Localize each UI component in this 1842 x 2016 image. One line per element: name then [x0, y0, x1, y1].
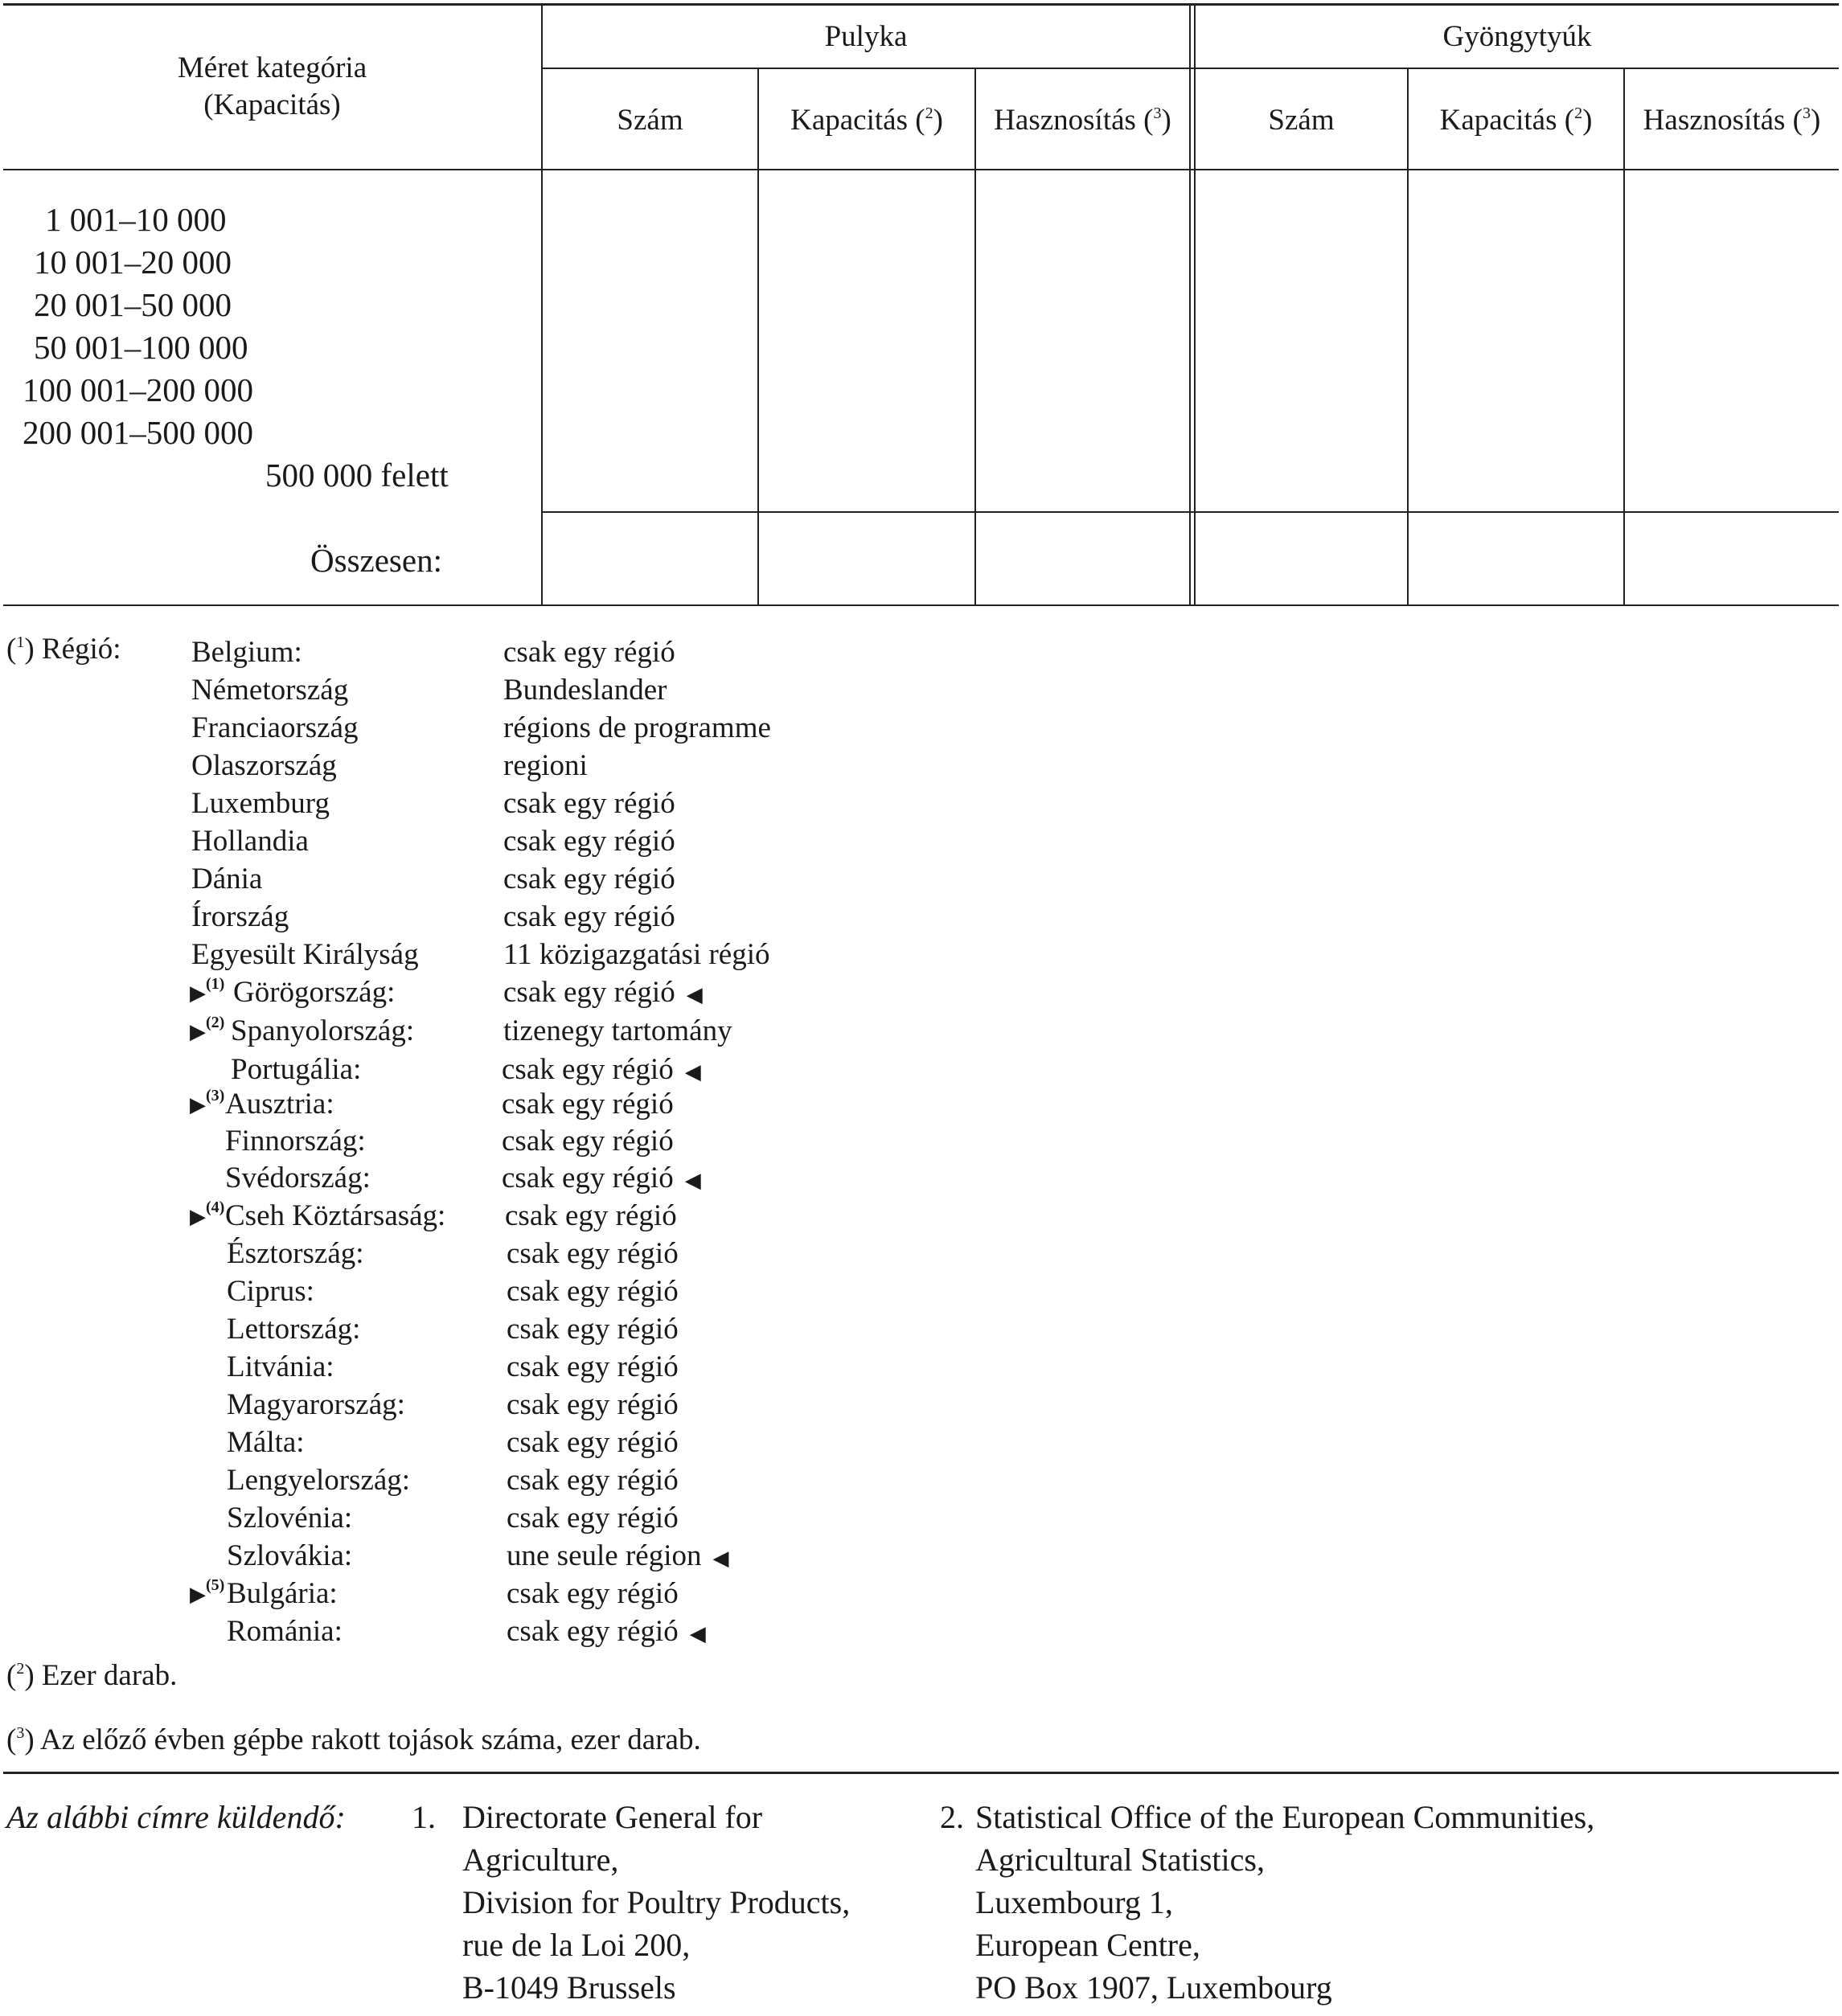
region-value	[507, 1501, 679, 1535]
region-value	[507, 1614, 706, 1649]
region-value	[503, 937, 770, 972]
play-arrow-icon: ▶	[190, 981, 206, 1005]
footnote-text: ) Az előző évben gépbe rakott tojások száma, ezer darab.	[24, 1723, 701, 1756]
region-country: Észtország:	[227, 1237, 364, 1270]
column-header-close: )	[1161, 104, 1171, 137]
region-country: Belgium:	[191, 636, 302, 669]
amendment-end-marker-icon: ◀	[684, 1060, 701, 1084]
region-country: Olaszország	[191, 749, 337, 782]
region-value-text: csak egy régió	[502, 1125, 674, 1158]
footnote-ref: 3	[1803, 104, 1811, 122]
column-header-hasznositas	[976, 103, 1189, 137]
play-arrow-icon: ▶	[190, 1020, 206, 1043]
col-divider-group	[1194, 3, 1196, 606]
size-category-header-line: Méret kategória	[177, 51, 367, 84]
amendment-reference: (3)	[206, 1087, 225, 1104]
footnote-number: 3	[16, 1724, 25, 1742]
header-bottom-rule	[3, 169, 1839, 170]
region-value-text: csak egy régió	[503, 863, 675, 895]
region-value	[503, 635, 675, 670]
region-country: Bulgária:	[227, 1577, 338, 1610]
region-country: Németország	[191, 674, 349, 707]
region-value	[503, 673, 667, 707]
column-header-label: Hasznosítás (	[994, 104, 1154, 137]
play-arrow-icon: ▶	[190, 1093, 206, 1117]
region-value-text: 11 közigazgatási régió	[503, 938, 770, 971]
region-country: Szlovénia:	[227, 1502, 353, 1535]
region-country: Románia:	[227, 1615, 343, 1648]
region-value	[507, 1350, 679, 1384]
region-country: Írország	[191, 900, 289, 933]
address-line: Directorate General for	[462, 1799, 763, 1835]
footnote-text: ) Régió:	[24, 633, 121, 666]
region-value-text: csak egy régió	[507, 1615, 679, 1648]
amendment-end-marker-icon: ◀	[689, 1622, 706, 1645]
region-country: Portugália:	[231, 1053, 362, 1086]
region-country: Ciprus:	[227, 1275, 314, 1308]
size-category-header	[3, 50, 541, 124]
region-country: Málta:	[227, 1426, 305, 1459]
region-value-text: csak egy régió	[502, 1162, 674, 1194]
region-value	[507, 1274, 679, 1309]
amendment-reference: (5)	[206, 1576, 225, 1594]
region-country: Lengyelország:	[227, 1464, 411, 1497]
region-value-text: csak egy régió	[502, 1053, 674, 1086]
footnote-text: ) Ezer darab.	[24, 1659, 178, 1692]
total-row-label: Összesen:	[310, 542, 442, 579]
amendment-start-marker	[190, 973, 224, 1008]
col-divider	[1623, 68, 1625, 606]
address-line: Luxembourg 1,	[975, 1884, 1173, 1920]
group-header-guinea-fowl: Gyöngytyúk	[1442, 20, 1592, 53]
amendment-start-marker	[190, 1012, 224, 1047]
region-value	[503, 824, 675, 858]
region-value-text: csak egy régió	[503, 825, 675, 858]
amendment-reference: (1)	[206, 975, 225, 993]
region-value	[503, 711, 771, 745]
amendment-start-marker	[190, 1575, 224, 1609]
table-bottom-rule	[3, 604, 1839, 606]
column-header-label: Kapacitás (	[790, 104, 925, 137]
region-value	[507, 1312, 679, 1346]
region-value-text: csak egy régió	[507, 1350, 679, 1383]
region-value-text: csak egy régió	[507, 1313, 679, 1346]
address-2-number: 2.	[940, 1799, 964, 1835]
address-line: Statistical Office of the European Communities,	[975, 1799, 1595, 1835]
region-value-text: csak egy régió	[507, 1502, 679, 1535]
region-value-text: csak egy régió	[505, 1199, 677, 1232]
address-line: European Centre,	[975, 1927, 1200, 1963]
footnote-ref: 2	[1574, 104, 1583, 122]
footer-rule	[3, 1772, 1839, 1774]
group-header-turkey: Pulyka	[824, 20, 908, 53]
column-header-label: Kapacitás (	[1439, 104, 1575, 137]
region-value-text: une seule région	[507, 1539, 702, 1572]
region-value	[507, 1425, 679, 1460]
region-value	[507, 1387, 679, 1422]
column-header-hasznositas	[1625, 103, 1839, 137]
region-country: Szlovákia:	[227, 1539, 353, 1572]
column-header-szam: Szám	[617, 104, 683, 137]
footnote-1-label: ($^1$) Régió:	[6, 633, 121, 666]
footnote-2: ($^2$) Ezer darab.	[6, 1659, 178, 1692]
region-value	[507, 1463, 679, 1498]
region-value	[503, 786, 675, 821]
amendment-start-marker	[190, 1085, 224, 1120]
region-value-text: csak egy régió	[507, 1464, 679, 1497]
footnote-number: 1	[16, 633, 25, 651]
region-country: Egyesült Királyság	[191, 938, 419, 971]
col-divider	[1407, 68, 1409, 606]
region-value-text: Bundeslander	[503, 674, 667, 707]
region-value-text: csak egy régió	[503, 976, 675, 1009]
region-value-text: tizenegy tartomány	[503, 1014, 732, 1047]
address-1-number: 1.	[412, 1799, 436, 1835]
region-value	[503, 862, 675, 896]
column-header-label: Hasznosítás (	[1643, 104, 1803, 137]
region-value-text: csak egy régió	[507, 1577, 679, 1610]
column-header-kapacitas	[1409, 103, 1623, 137]
amendment-end-marker-icon: ◀	[684, 1169, 701, 1192]
region-country: Lettország:	[227, 1313, 361, 1346]
region-value-text: csak egy régió	[503, 900, 675, 933]
address-line: Agriculture,	[462, 1842, 619, 1878]
footnote-ref: 2	[925, 104, 933, 122]
region-value	[507, 1539, 728, 1573]
footnote-3: ($^3$) Az előző évben gépbe rakott tojások száma, ezer darab.	[6, 1723, 701, 1756]
region-value	[507, 1576, 679, 1611]
footnote-ref: 3	[1153, 104, 1162, 122]
region-value	[503, 1014, 732, 1048]
amendment-reference: (4)	[206, 1199, 225, 1216]
region-value-text: regioni	[503, 749, 588, 782]
region-value-text: csak egy régió	[507, 1388, 679, 1421]
region-country: Cseh Köztársaság:	[225, 1199, 446, 1232]
region-value	[503, 748, 588, 783]
column-header-close: )	[1811, 104, 1821, 137]
region-country: Svédország:	[225, 1162, 371, 1194]
region-value	[502, 1087, 674, 1121]
address-line: B-1049 Brussels	[462, 1969, 676, 2006]
address-line: Agricultural Statistics,	[975, 1842, 1265, 1878]
col-divider-group	[1189, 3, 1191, 606]
region-value	[503, 975, 703, 1010]
region-value-text: csak egy régió	[507, 1275, 679, 1308]
region-value-text: csak egy régió	[507, 1426, 679, 1459]
address-line: rue de la Loi 200,	[462, 1927, 691, 1963]
footnote-number: 2	[16, 1660, 25, 1678]
region-value	[507, 1236, 679, 1271]
region-value-text: csak egy régió	[503, 787, 675, 820]
region-value	[502, 1161, 701, 1195]
size-row-label: 100 001–200 000	[23, 371, 253, 408]
size-row-label: 20 001–50 000	[34, 286, 232, 323]
column-header-close: )	[1582, 104, 1593, 137]
col-divider	[974, 68, 976, 606]
size-row-label: 200 001–500 000	[23, 414, 253, 451]
column-header-close: )	[933, 104, 943, 137]
size-row-label: 10 001–20 000	[34, 244, 232, 281]
region-country: Dánia	[191, 863, 263, 895]
region-country: Luxemburg	[191, 787, 330, 820]
col-divider	[757, 68, 759, 606]
region-country: Hollandia	[191, 825, 309, 858]
size-row-label: 1 001–10 000	[45, 201, 227, 238]
region-country: Spanyolország:	[231, 1014, 415, 1047]
size-row-label: 500 000 felett	[265, 457, 449, 494]
col-divider-size	[541, 3, 543, 606]
column-header-kapacitas	[759, 103, 974, 137]
column-header-szam: Szám	[1268, 104, 1335, 137]
size-category-header-line: (Kapacitás)	[203, 88, 341, 121]
region-value	[503, 899, 675, 934]
region-value	[505, 1199, 677, 1233]
amendment-end-marker-icon: ◀	[712, 1547, 729, 1570]
region-country: Ausztria:	[225, 1088, 334, 1121]
table-top-rule	[3, 3, 1839, 6]
play-arrow-icon: ▶	[190, 1583, 206, 1606]
region-value-text: csak egy régió	[507, 1237, 679, 1270]
amendment-reference: (2)	[206, 1014, 225, 1031]
region-value	[502, 1052, 701, 1087]
amendment-end-marker-icon: ◀	[686, 983, 703, 1006]
size-row-label: 50 001–100 000	[34, 329, 248, 366]
address-line: Division for Poultry Products,	[462, 1884, 851, 1920]
region-value	[502, 1124, 674, 1158]
region-country: Franciaország	[191, 711, 359, 744]
amendment-start-marker	[190, 1197, 224, 1231]
address-1	[462, 1796, 850, 2009]
address-2	[975, 1796, 1594, 2009]
region-value-text: csak egy régió	[503, 636, 675, 669]
address-line: PO Box 1907, Luxembourg	[975, 1969, 1332, 2006]
region-country: Litvánia:	[227, 1350, 334, 1383]
region-value-text: régions de programme	[503, 711, 771, 744]
play-arrow-icon: ▶	[190, 1205, 206, 1228]
region-value-text: csak egy régió	[502, 1088, 674, 1121]
region-country: Finnország:	[225, 1125, 366, 1158]
region-country: Görögország:	[233, 976, 396, 1009]
send-to-label: Az alábbi címre küldendő:	[6, 1799, 346, 1835]
region-country: Magyarország:	[227, 1388, 405, 1421]
